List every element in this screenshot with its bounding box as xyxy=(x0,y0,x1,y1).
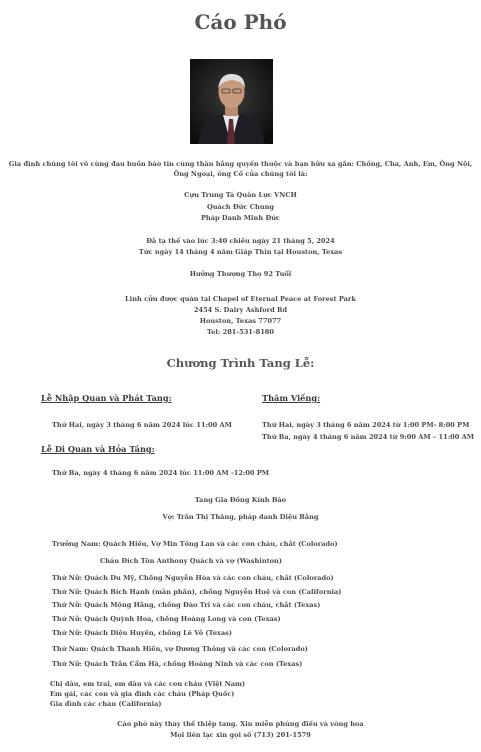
cremation-time: Thứ Ba, ngày 4 tháng 6 năm 2024 lúc 11:00 AM -12:00 PM xyxy=(52,469,270,477)
encoffin-time: Thứ Hai, ngày 3 tháng 6 năm 2024 lúc 11:00 AM xyxy=(52,421,232,429)
venue-line-2: 2454 S. Dairy Ashford Rd xyxy=(193,306,288,314)
intro-line-1: Gia đình chúng tôi vô cùng đau buồn báo tin cùng thân bằng quyến thuộc và bạn hữu xa gần: Chồng, Cha, Anh, Em, Ông Nội, xyxy=(8,160,473,168)
closing-note: Cáo phó này thay thế thiệp tang. Xin miễn phúng điếu và vòng hoa xyxy=(117,720,364,728)
portrait-photo xyxy=(190,59,273,144)
family-member: Thứ Nữ: Quách Bích Hạnh (mãn phần), chồng Nguyễn Huệ và con (California) xyxy=(52,588,342,596)
family-member: Thứ Nữ: Quách Mộng Hằng, chồng Đào Trí và các con cháu, chắt (Texas) xyxy=(52,601,321,609)
relatives-line: Em gái, các con và gia đình các cháu (Pháp Quốc) xyxy=(50,690,235,698)
family-member: Thứ Nữ: Quách Du Mỹ, Chồng Nguyễn Hòa và các con cháu, chắt (Colorado) xyxy=(52,574,334,582)
venue-line-3: Houston, Texas 77077 xyxy=(199,317,282,325)
contact-phone: Mọi liên lạc xin gọi số (713) 201-1579 xyxy=(170,731,311,739)
cremation-heading: Lễ Di Quan và Hỏa Táng: xyxy=(41,444,155,454)
deceased-rank: Cựu Trung Tá Quân Lực VNCH xyxy=(184,191,297,199)
deceased-name: Quách Đức Chung xyxy=(206,203,275,211)
age-line: Hưởng Thượng Thọ 92 Tuổi xyxy=(189,270,292,278)
visitation-time-1: Thứ Hai, ngày 3 tháng 6 năm 2024 từ 1:00 PM- 8:00 PM xyxy=(262,421,470,429)
family-member: Cháu Đích Tôn Anthony Quách và vợ (Washinton) xyxy=(100,557,282,565)
encoffin-heading: Lễ Nhập Quan và Phát Tang: xyxy=(41,393,172,403)
mourners-title: Tang Gia Đồng Kính Báo xyxy=(194,496,287,504)
relatives-line: Chị dâu, em trai, em dâu và các con cháu (Việt Nam) xyxy=(50,680,246,688)
wife-line: Vợ: Trần Thị Thăng, pháp danh Diệu Bằng xyxy=(162,513,319,521)
portrait-image xyxy=(190,59,273,144)
deceased-dharma-name: Pháp Danh Minh Đức xyxy=(200,214,281,222)
family-member: Thứ Nam: Quách Thanh Hiền, vợ Dương Thông và các con (Colorado) xyxy=(52,645,308,653)
intro-line-2: Ông Ngoại, ông Cố của chúng tôi là: xyxy=(173,170,308,178)
passing-lunar-date: Tức ngày 14 tháng 4 năm Giáp Thìn tại Houston, Texas xyxy=(138,248,343,256)
visitation-heading: Thăm Viếng: xyxy=(262,393,321,403)
program-title: Chương Trình Tang Lễ: xyxy=(166,356,315,370)
obituary-title: Cáo Phó xyxy=(194,10,287,34)
visitation-time-2: Thứ Ba, ngày 4 tháng 6 năm 2024 từ 9:00 AM – 11:00 AM xyxy=(262,433,475,441)
family-member: Thứ Nữ: Quách Quỳnh Hoa, chồng Hoàng Long và con (Texas) xyxy=(52,615,281,623)
relatives-line: Gia đình các cháu (California) xyxy=(50,700,162,708)
family-member: Trưởng Nam: Quách Hiếu, Vợ Min Tống Lan và các con cháu, chắt (Colorado) xyxy=(52,540,338,548)
family-member: Thứ Nữ: Quách Diệu Huyền, chồng Lê Võ (Texas) xyxy=(52,629,232,637)
venue-phone: Tel: 281-531-8180 xyxy=(207,328,274,336)
family-member: Thứ Nữ: Quách Trần Cẩm Hà, chồng Hoàng Ninh và các con (Texas) xyxy=(52,660,303,668)
passing-date: Đã tạ thế vào lúc 3:40 chiều ngày 21 tháng 5, 2024 xyxy=(146,237,335,245)
venue-line-1: Linh cửu được quàn tại Chapel of Eternal Peace at Forest Park xyxy=(125,295,356,303)
